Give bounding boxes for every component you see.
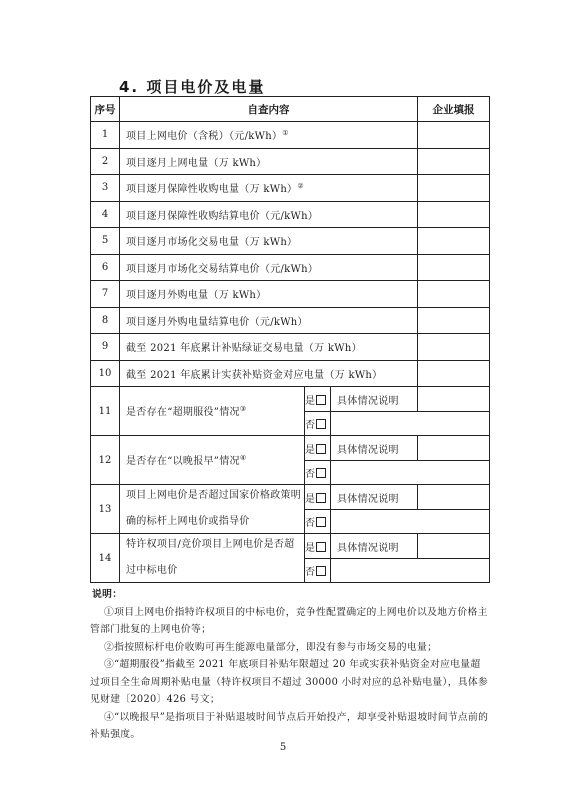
note-item: ④“以晚报早”是指项目于补贴退坡时间节点后开始投产，却享受补贴退坡时间节点前的补贴强度。 <box>90 711 489 740</box>
table-row <box>91 228 490 255</box>
notes-section <box>90 586 490 744</box>
row-number: 7 <box>91 281 120 308</box>
no-detail-cell[interactable] <box>331 412 490 436</box>
detail-label-cell <box>331 534 418 559</box>
no-checkbox[interactable] <box>316 468 326 478</box>
fill-cell[interactable] <box>418 360 490 387</box>
table-row <box>91 334 490 361</box>
row-text: 项目逐月外购电量结算电价（元/kWh） <box>126 316 308 328</box>
table-row <box>91 281 490 308</box>
table-row <box>91 122 490 149</box>
yes-checkbox[interactable] <box>316 395 326 405</box>
row-text: 项目上网电价是否超过国家价格政策明确的标杆上网电价或指导价 <box>126 490 302 527</box>
row-number: 4 <box>91 201 120 228</box>
row-number: 2 <box>91 148 120 175</box>
row-text: 项目逐月保障性收购结算电价（元/kWh） <box>126 210 319 222</box>
row-content <box>120 360 418 387</box>
table-row <box>91 387 490 412</box>
yes-label: 是 <box>305 395 315 407</box>
table-header-row <box>91 97 490 122</box>
row-text: 特许权项目/竞价项目上网电价是否超过中标电价 <box>126 539 295 576</box>
row-content <box>120 122 418 149</box>
yes-label: 是 <box>305 542 315 554</box>
row-text: 项目逐月保障性收购电量（万 kWh） <box>126 184 298 196</box>
no-checkbox[interactable] <box>316 517 326 527</box>
no-detail-cell[interactable] <box>331 559 490 583</box>
table-row <box>91 534 490 559</box>
row-text: 项目逐月市场化交易结算电价（元/kWh） <box>126 263 319 275</box>
detail-fill-cell[interactable] <box>418 387 490 412</box>
table-row <box>91 485 490 510</box>
row-content <box>120 148 418 175</box>
fill-cell[interactable] <box>418 307 490 334</box>
footnote-marker: ③ <box>239 405 247 413</box>
yes-label: 是 <box>305 444 315 456</box>
fill-cell[interactable] <box>418 334 490 361</box>
footnote-marker: ② <box>297 182 304 191</box>
row-content <box>120 436 305 485</box>
fill-cell[interactable] <box>418 228 490 255</box>
row-text: 项目上网电价（含税）（元/kWh） <box>126 131 283 143</box>
no-option[interactable] <box>305 461 331 485</box>
row-number: 6 <box>91 254 120 281</box>
row-number: 12 <box>91 436 120 485</box>
yes-label: 是 <box>305 493 315 505</box>
detail-fill-cell[interactable] <box>418 534 490 559</box>
row-number: 8 <box>91 307 120 334</box>
yes-checkbox[interactable] <box>316 444 326 454</box>
detail-label: 具体情况说明 <box>337 542 399 554</box>
table-row <box>91 360 490 387</box>
detail-label: 具体情况说明 <box>337 444 399 456</box>
row-content <box>120 254 418 281</box>
fill-cell[interactable] <box>418 254 490 281</box>
no-detail-cell[interactable] <box>331 510 490 534</box>
table-row <box>91 201 490 228</box>
row-number: 13 <box>91 485 120 534</box>
row-text: 截至 2021 年底累计补贴绿证交易电量（万 kWh） <box>126 343 362 355</box>
self-check-table <box>90 96 490 583</box>
no-option[interactable] <box>305 510 331 534</box>
no-checkbox[interactable] <box>316 566 326 576</box>
row-text: 项目逐月外购电量（万 kWh） <box>126 290 267 302</box>
row-text: 是否存在“以晚报早”情况 <box>126 456 240 467</box>
row-content <box>120 334 418 361</box>
table-row <box>91 436 490 461</box>
row-number: 10 <box>91 360 120 387</box>
yes-option[interactable] <box>305 436 331 461</box>
table-row <box>91 148 490 175</box>
row-text: 是否存在“超期服役”情况 <box>126 407 240 418</box>
table-row <box>91 307 490 334</box>
header-fill: 企业填报 <box>418 97 490 122</box>
detail-fill-cell[interactable] <box>418 436 490 461</box>
no-checkbox[interactable] <box>316 419 326 429</box>
row-content <box>120 387 305 436</box>
no-label: 否 <box>305 420 315 431</box>
note-item: ②指按照标杆电价收购可再生能源电量部分，即没有参与市场交易的电量； <box>104 641 438 653</box>
row-content <box>120 228 418 255</box>
footnote-marker: ① <box>282 129 289 138</box>
detail-label-cell <box>331 436 418 461</box>
header-seq: 序号 <box>91 97 120 122</box>
yes-option[interactable] <box>305 534 331 559</box>
no-detail-cell[interactable] <box>331 461 490 485</box>
section-heading: 4. 项目电价及电量 <box>119 78 266 96</box>
detail-fill-cell[interactable] <box>418 485 490 510</box>
table-row <box>91 254 490 281</box>
no-label: 否 <box>305 518 315 529</box>
detail-label: 具体情况说明 <box>337 395 399 407</box>
row-text: 项目逐月市场化交易电量（万 kWh） <box>126 237 298 249</box>
row-text: 项目逐月上网电量（万 kWh） <box>126 157 267 169</box>
page-number: 5 <box>279 742 287 753</box>
row-number: 11 <box>91 387 120 436</box>
row-number: 14 <box>91 534 120 583</box>
row-content <box>120 175 418 202</box>
row-number: 1 <box>91 122 120 149</box>
no-option[interactable] <box>305 412 331 436</box>
fill-cell[interactable] <box>418 201 490 228</box>
detail-label-cell <box>331 387 418 412</box>
row-text: 截至 2021 年底累计实获补贴资金对应电量（万 kWh） <box>126 369 383 381</box>
yes-option[interactable] <box>305 387 331 412</box>
detail-label: 具体情况说明 <box>337 493 399 505</box>
no-label: 否 <box>305 469 315 480</box>
table-row <box>91 175 490 202</box>
detail-label-cell <box>331 485 418 510</box>
note-item: ③“超期服役”指截至 2021 年底项目补贴年限超过 20 年或实获补贴资金对应电量超过项目全生命周期补贴电量（特许权项目不超过 30000 小时对应的总补贴电量），具体参见财建〔2020〕426 号文； <box>90 659 489 705</box>
notes-title: 说明： <box>92 589 123 600</box>
row-number: 3 <box>91 175 120 202</box>
no-label: 否 <box>305 567 315 578</box>
fill-cell[interactable] <box>418 281 490 308</box>
yes-checkbox[interactable] <box>316 542 326 552</box>
yes-checkbox[interactable] <box>316 493 326 503</box>
row-content <box>120 281 418 308</box>
header-content: 自查内容 <box>120 97 418 122</box>
row-number: 5 <box>91 228 120 255</box>
fill-cell[interactable] <box>418 175 490 202</box>
row-content <box>120 534 305 583</box>
footnote-marker: ④ <box>239 454 247 462</box>
row-content <box>120 307 418 334</box>
row-number: 9 <box>91 334 120 361</box>
fill-cell[interactable] <box>418 148 490 175</box>
no-option[interactable] <box>305 559 331 583</box>
row-content <box>120 485 305 534</box>
yes-option[interactable] <box>305 485 331 510</box>
note-item: ①项目上网电价指特许权项目的中标电价，竞争性配置确定的上网电价以及地方价格主管部门批复的上网电价等； <box>90 606 488 635</box>
fill-cell[interactable] <box>418 122 490 149</box>
row-content <box>120 201 418 228</box>
